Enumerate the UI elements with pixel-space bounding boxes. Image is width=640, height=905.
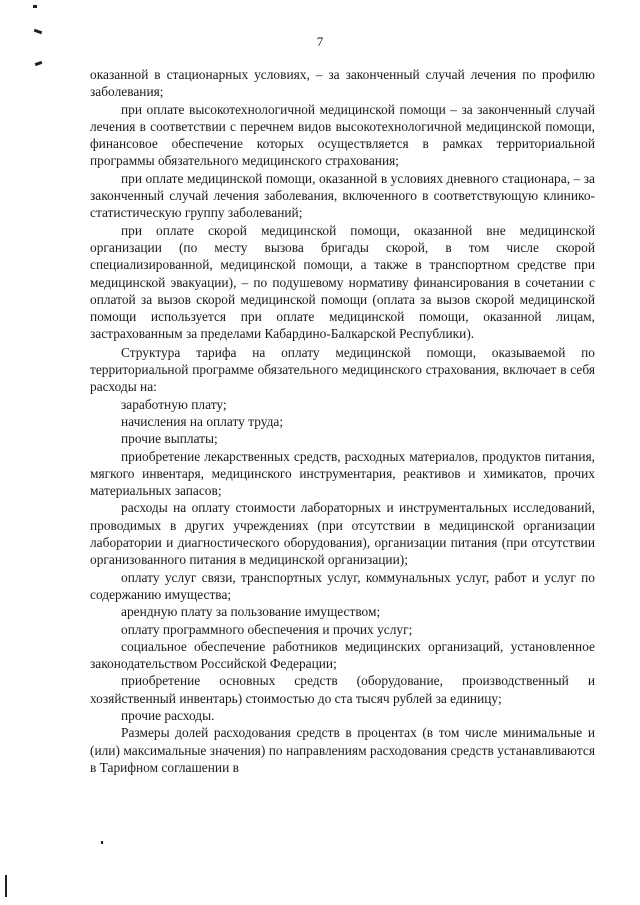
- document-body: [90, 66, 595, 776]
- scan-mark: [5, 875, 7, 897]
- scan-mark: [33, 5, 37, 8]
- scan-mark: [101, 841, 103, 844]
- paragraph: при оплате скорой медицинской помощи, оказанной вне медицинской организации (по месту вызова бригады скорой, в том числе скорой специализированной, медицинской помощи, а также в транспортном средстве при медицинской эвакуации), – по подушевому нормативу финансирования в сочетании с оплатой за вызов скорой медицинской помощи (оплата за вызов скорой медицинской помощи используется при оплате медицинской помощи, оказанной лицам, застрахованным за пределами Кабардино-Балкарской Республики).: [90, 222, 595, 342]
- paragraph: оказанной в стационарных условиях, – за законченный случай лечения по профилю заболевания;: [90, 67, 595, 100]
- list-item: приобретение лекарственных средств, расходных материалов, продуктов питания, мягкого инвентаря, медицинского инструментария, реактивов и химикатов, прочих материальных запасов;: [90, 448, 595, 499]
- list-item: социальное обеспечение работников медицинских организаций, установленное законодательством Российской Федерации;: [90, 638, 595, 672]
- list-item: приобретение основных средств (оборудование, производственный и хозяйственный инвентарь) стоимостью до ста тысяч рублей за единицу;: [90, 673, 595, 706]
- scan-mark: [35, 61, 43, 66]
- list-item: прочие расходы.: [121, 707, 215, 723]
- list-item: начисления на оплату труда;: [121, 413, 284, 429]
- list-item: арендную плату за пользование имуществом;: [121, 604, 381, 620]
- list-item: заработную плату;: [121, 396, 227, 412]
- list-item: прочие выплаты;: [121, 431, 218, 447]
- list-item: оплату программного обеспечения и прочих услуг;: [121, 621, 413, 637]
- paragraph: Размеры долей расходования средств в процентах (в том числе минимальные и (или) максимальные значения) по направлениям расходования средств устанавливаются в Тарифном соглашении в: [90, 725, 595, 775]
- paragraph: при оплате высокотехнологичной медицинской помощи – за законченный случай лечения в соответствии с перечнем видов высокотехнологичной медицинской помощи, финансовое обеспечение которых осуществляется в рамках территориальной программы обязательного медицинского страхования;: [90, 101, 595, 169]
- list-item: оплату услуг связи, транспортных услуг, коммунальных услуг, работ и услуг по содержанию имущества;: [90, 569, 595, 602]
- paragraph: при оплате медицинской помощи, оказанной в условиях дневного стационара, – за законченный случай лечения заболевания, включенного в соответствующую клинико-статистическую группу заболеваний;: [90, 170, 595, 221]
- list-item: расходы на оплату стоимости лабораторных и инструментальных исследований, проводимых в других учреждениях (при отсутствии в медицинской организации лаборатории и диагностического оборудования), организации питания (при отсутствии организованного питания в медицинской организации);: [90, 500, 595, 568]
- page-number: 7: [316, 34, 324, 49]
- paragraph: Структура тарифа на оплату медицинской помощи, оказываемой по территориальной программе обязательного медицинского страхования, включает в себя расходы на:: [90, 344, 595, 395]
